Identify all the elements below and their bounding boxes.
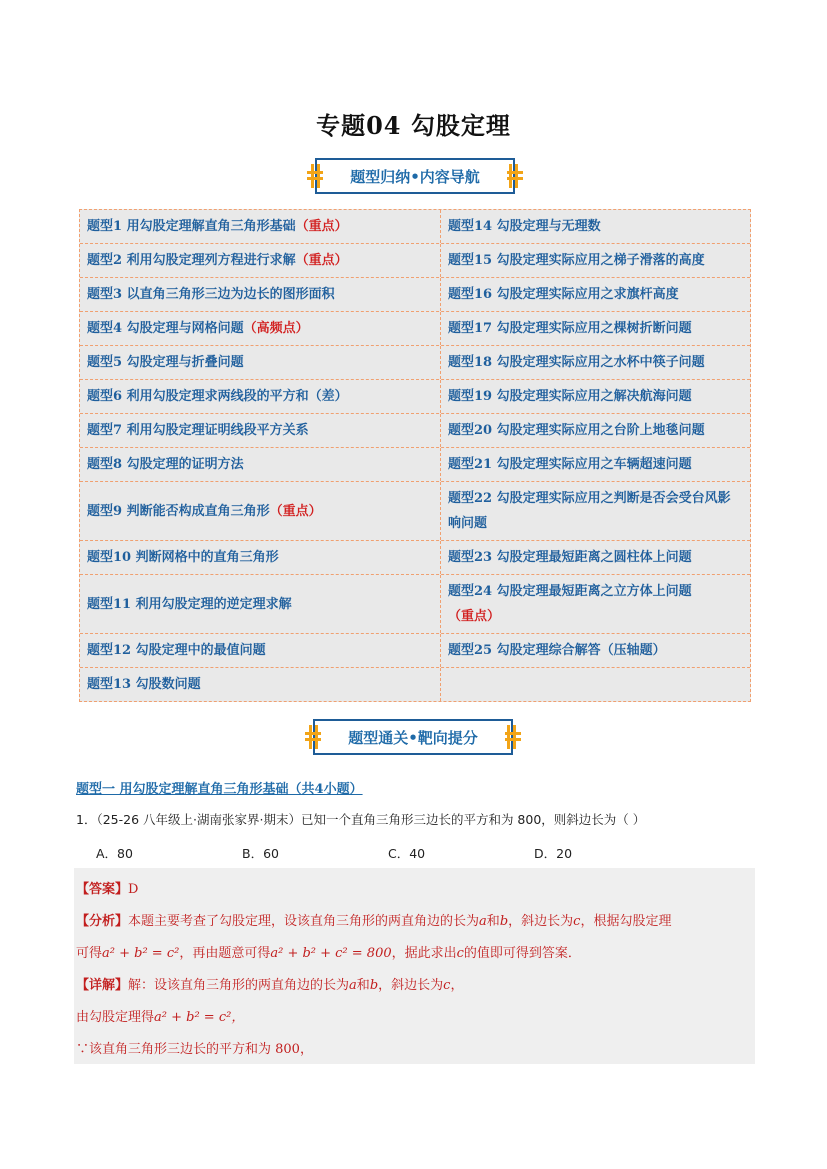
option-a: A．80 [96, 846, 133, 861]
nav-item-label: 题型3 以直角三角形三边为边长的图形面积 [87, 287, 335, 302]
nav-item-text [87, 316, 309, 341]
nav-item-label: 题型5 勾股定理与折叠问题 [87, 355, 244, 370]
nav-item-text [448, 638, 666, 663]
practice-banner [313, 719, 513, 755]
analysis-text: ，据此求出 [391, 946, 457, 961]
nav-item-text [87, 638, 266, 663]
detail-label: 【详解】 [76, 978, 129, 993]
analysis-text: ，再由题意可得 [179, 946, 271, 961]
nav-item-text [87, 282, 335, 307]
nav-item-text [87, 248, 348, 273]
nav-row [80, 482, 750, 541]
nav-item-text [87, 418, 309, 443]
nav-item-label: 题型8 勾股定理的证明方法 [87, 457, 244, 472]
nav-row [80, 210, 750, 244]
solution-box [74, 868, 755, 1064]
nav-item-text [448, 579, 743, 629]
var-c: c [456, 946, 464, 961]
nav-row [80, 278, 750, 312]
analysis-label: 【分析】 [76, 914, 129, 929]
nav-item-tag: （重点） [448, 609, 501, 624]
analysis-line-2 [76, 938, 753, 970]
nav-item-tag: （重点） [295, 219, 348, 234]
nav-item-text [87, 672, 201, 697]
nav-item-label: 题型12 勾股定理中的最值问题 [87, 643, 266, 658]
nav-item-label: 题型21 勾股定理实际应用之车辆超速问题 [448, 457, 692, 472]
nav-item-label: 题型19 勾股定理实际应用之解决航海问题 [448, 389, 692, 404]
nav-item-left[interactable] [80, 541, 441, 574]
detail-text: 由勾股定理得 [76, 1010, 155, 1025]
nav-row [80, 668, 750, 701]
nav-item-label: 题型22 勾股定理实际应用之判断是否会受台风影响问题 [448, 491, 731, 531]
nav-item-text [448, 418, 705, 443]
nav-item-text [448, 350, 705, 375]
equation-pythagoras: a² + b² = c²， [154, 1010, 245, 1025]
detail-text: ， [450, 978, 464, 993]
nav-item-text [448, 248, 705, 273]
var-b: b [369, 978, 379, 993]
nav-item-label: 题型18 勾股定理实际应用之水杯中筷子问题 [448, 355, 705, 370]
nav-item-right[interactable] [441, 634, 750, 667]
nav-item-label: 题型13 勾股数问题 [87, 677, 201, 692]
detail-line-3: ∵该直角三角形三边长的平方和为 800， [76, 1042, 313, 1057]
nav-item-label: 题型24 勾股定理最短距离之立方体上问题 [448, 584, 692, 599]
detail-text: 和 [356, 978, 370, 993]
nav-item-label: 题型9 判断能否构成直角三角形 [87, 503, 270, 519]
answer-options [96, 844, 680, 862]
nav-item-label: 题型15 勾股定理实际应用之梯子滑落的高度 [448, 253, 705, 268]
nav-item-text [87, 499, 322, 524]
nav-row [80, 312, 750, 346]
practice-banner-label: 题型通关•靶向提分 [348, 728, 478, 747]
var-b: b [499, 914, 509, 929]
equation-sum: a² + b² + c² = 800 [270, 946, 392, 961]
nav-item-left[interactable] [80, 414, 441, 447]
nav-item-right[interactable] [441, 482, 750, 540]
detail-line-1 [76, 970, 753, 1002]
nav-row [80, 380, 750, 414]
analysis-line-1 [76, 906, 753, 938]
answer-value: D [128, 882, 139, 897]
nav-item-text [87, 452, 244, 477]
nav-item-left[interactable] [80, 634, 441, 667]
nav-item-label: 题型16 勾股定理实际应用之求旗杆高度 [448, 287, 679, 302]
nav-item-text [448, 282, 679, 307]
nav-item-text [448, 486, 743, 536]
nav-item-text [87, 350, 244, 375]
nav-item-label: 题型7 利用勾股定理证明线段平方关系 [87, 423, 309, 438]
detail-text: 解：设该直角三角形的两直角边的长为 [128, 978, 350, 993]
nav-item-text [448, 452, 692, 477]
nav-banner-label: 题型归纳•内容导航 [350, 167, 480, 186]
equation-pythagoras: a² + b² = c² [102, 946, 180, 961]
nav-item-right[interactable] [441, 346, 750, 379]
nav-item-tag: （重点） [295, 253, 348, 268]
nav-item-tag: （高频点） [243, 321, 309, 336]
nav-item-left[interactable] [80, 244, 441, 277]
nav-item-label: 题型4 勾股定理与网格问题 [87, 321, 244, 336]
nav-item-label: 题型20 勾股定理实际应用之台阶上地毯问题 [448, 423, 705, 438]
nav-item-label: 题型1 用勾股定理解直角三角形基础 [87, 219, 296, 234]
section-heading[interactable]: 题型一 用勾股定理解直角三角形基础（共4小题） [76, 782, 363, 797]
analysis-text: 本题主要考查了勾股定理，设该直角三角形的两直角边的长为 [128, 914, 480, 929]
question-stem: 1．（25-26 八年级上·湖南张家界·期末）已知一个直角三角形三边长的平方和为 800，则斜边长为（ ） [76, 812, 646, 827]
answer-line [76, 874, 753, 906]
nav-row [80, 346, 750, 380]
nav-item-label: 题型10 判断网格中的直角三角形 [87, 550, 279, 565]
topic-navigation-table [79, 209, 751, 702]
nav-item-label: 题型17 勾股定理实际应用之棵树折断问题 [448, 321, 692, 336]
nav-row [80, 448, 750, 482]
nav-item-text [448, 316, 692, 341]
nav-item-right[interactable] [441, 541, 750, 574]
var-a: a [479, 914, 487, 929]
nav-item-label: 题型23 勾股定理最短距离之圆柱体上问题 [448, 550, 692, 565]
nav-item-label: 题型2 利用勾股定理列方程进行求解 [87, 253, 296, 268]
banner-decoration-right-icon [507, 168, 523, 184]
nav-item-text [448, 384, 692, 409]
option-d: D．20 [534, 846, 573, 861]
nav-item-left[interactable] [80, 448, 441, 481]
analysis-text: 的值即可得到答案． [463, 946, 581, 961]
nav-item-left[interactable] [80, 210, 441, 243]
nav-item-text [448, 214, 601, 239]
nav-item-label: 题型11 利用勾股定理的逆定理求解 [87, 596, 292, 612]
nav-item-right[interactable] [441, 448, 750, 481]
nav-item-text [87, 384, 348, 409]
nav-item-left[interactable] [80, 575, 441, 633]
nav-item-right[interactable] [441, 312, 750, 345]
nav-item-text [87, 545, 279, 570]
analysis-text: 和 [486, 914, 500, 929]
var-c: c [443, 978, 451, 993]
nav-item-left[interactable] [80, 482, 441, 540]
nav-item-text [87, 592, 292, 617]
analysis-text: ，斜边长为 [508, 914, 574, 929]
nav-item-left[interactable] [80, 278, 441, 311]
option-c: C．40 [388, 846, 426, 861]
banner-decoration-left-icon [305, 729, 321, 745]
nav-banner [315, 158, 515, 194]
nav-item-right[interactable] [441, 380, 750, 413]
nav-item-right[interactable] [441, 210, 750, 243]
nav-item-tag: （重点） [269, 503, 322, 519]
analysis-text: ，根据勾股定理 [580, 914, 672, 929]
nav-item-left[interactable] [80, 346, 441, 379]
nav-item-right[interactable] [441, 244, 750, 277]
detail-line-2 [76, 1002, 753, 1034]
nav-item-left[interactable] [80, 668, 441, 701]
nav-row [80, 541, 750, 575]
nav-item-left[interactable] [80, 312, 441, 345]
var-a: a [349, 978, 357, 993]
analysis-text: 可得 [76, 946, 103, 961]
nav-item-label: 题型14 勾股定理与无理数 [448, 219, 601, 234]
nav-item-right[interactable] [441, 278, 750, 311]
nav-item-label: 题型25 勾股定理综合解答（压轴题） [448, 643, 666, 658]
nav-row [80, 575, 750, 634]
nav-item-text [448, 545, 692, 570]
nav-row [80, 634, 750, 668]
page-title: 专题04 勾股定理 [316, 111, 511, 140]
nav-item-label: 题型6 利用勾股定理求两线段的平方和（差） [87, 389, 348, 404]
banner-decoration-right-icon [505, 729, 521, 745]
banner-decoration-left-icon [307, 168, 323, 184]
nav-row [80, 414, 750, 448]
var-c: c [573, 914, 581, 929]
answer-label: 【答案】 [76, 882, 129, 897]
nav-row [80, 244, 750, 278]
nav-item-right [441, 668, 750, 701]
nav-item-left[interactable] [80, 380, 441, 413]
option-b: B．60 [242, 846, 279, 861]
nav-item-right[interactable] [441, 414, 750, 447]
nav-item-right[interactable] [441, 575, 750, 633]
detail-text: ，斜边长为 [378, 978, 444, 993]
nav-item-text [87, 214, 348, 239]
